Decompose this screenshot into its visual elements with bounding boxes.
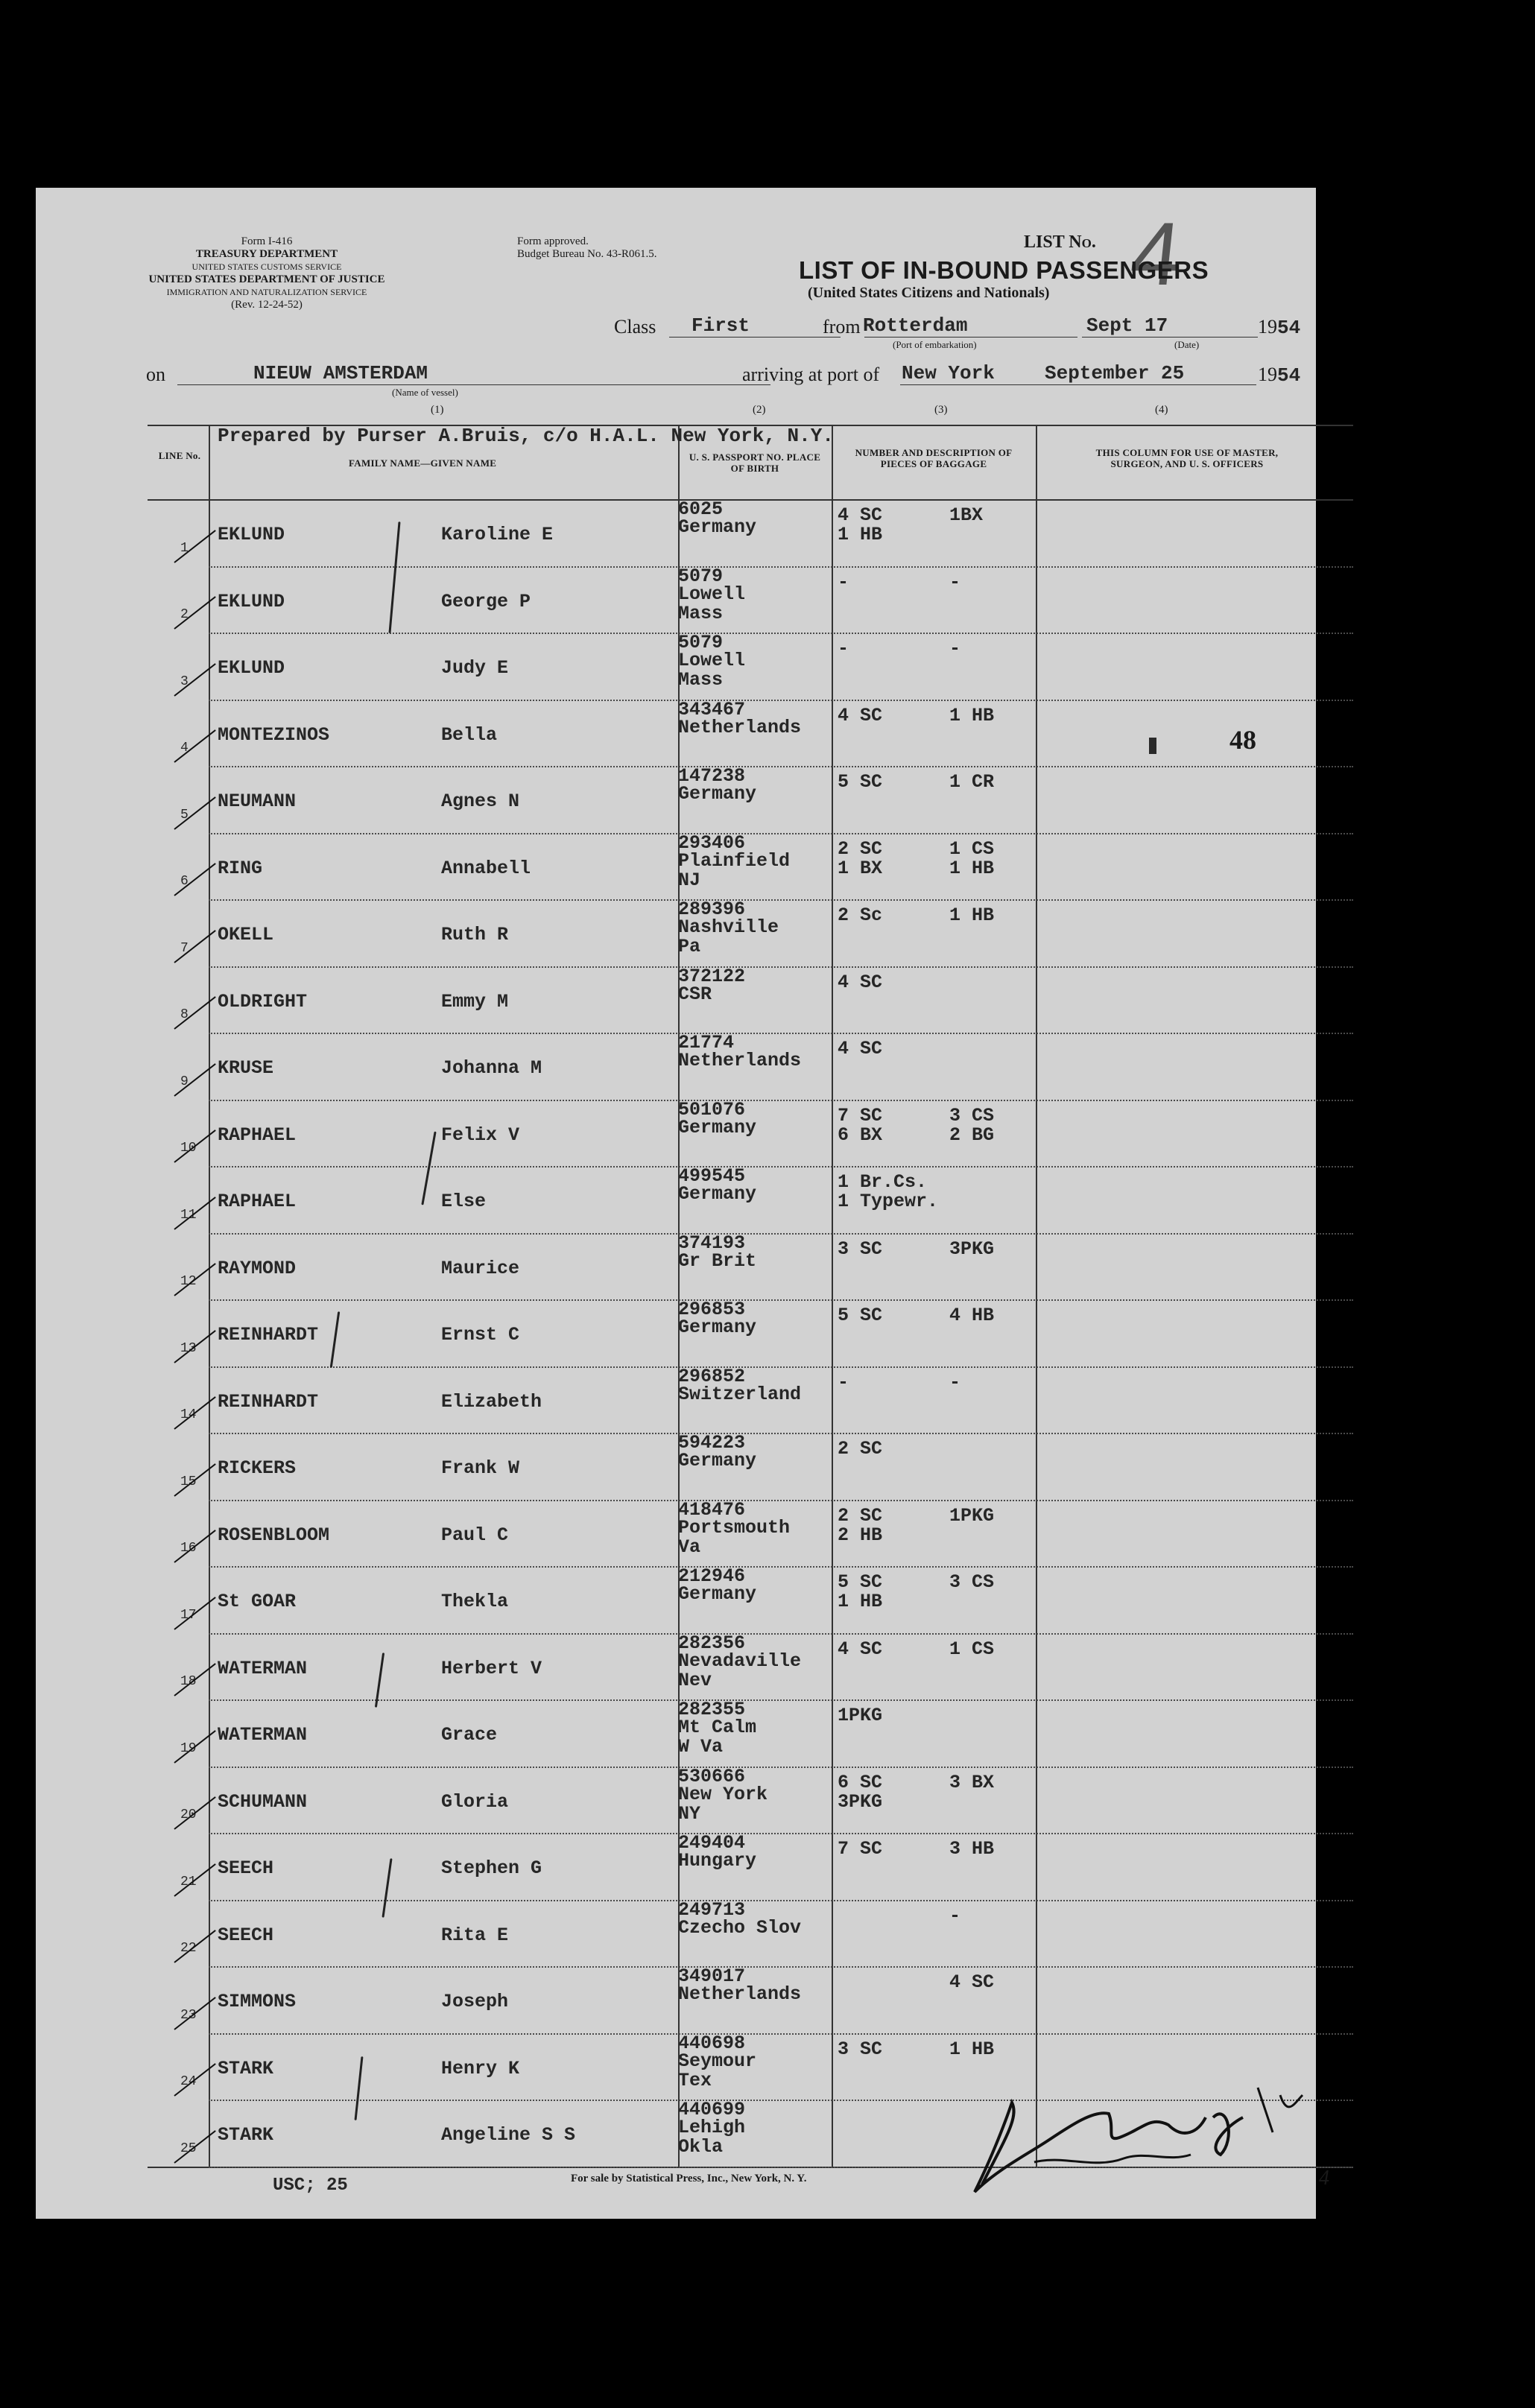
arrival-date: September 25 xyxy=(1045,362,1185,384)
baggage-3: 4 HB xyxy=(949,1305,995,1326)
family-name: NEUMANN xyxy=(218,790,297,812)
baggage-1: 3 SC xyxy=(838,2038,883,2060)
arriving-label: arriving at port of xyxy=(742,364,880,385)
header-passport: U. S. PASSPORT NO. PLACE OF BIRTH xyxy=(689,452,821,474)
family-name: RING xyxy=(218,857,263,879)
baggage-3: 3 CS xyxy=(949,1104,995,1127)
place-of-birth: Lehigh xyxy=(678,2117,746,2138)
passport-number: 530666 xyxy=(678,1765,746,1787)
baggage-3: 4 SC xyxy=(949,1971,995,1993)
family-name: STARK xyxy=(218,2124,274,2146)
passport-number: 147238 xyxy=(678,765,746,787)
place-of-birth: Nashville xyxy=(678,916,779,938)
line-number: 25 xyxy=(180,2141,197,2156)
baggage-1: 6 SC xyxy=(838,1771,883,1793)
table-row xyxy=(36,1833,1316,1900)
dept-treasury: TREASURY DEPARTMENT xyxy=(195,248,338,260)
header-name: FAMILY NAME—GIVEN NAME xyxy=(349,457,497,469)
table-row xyxy=(36,833,1316,900)
passport-number: 249404 xyxy=(678,1832,746,1854)
place-of-birth-2: Mass xyxy=(678,602,724,624)
passport-number: 212946 xyxy=(678,1565,746,1587)
given-name: Elizabeth xyxy=(441,1390,542,1413)
given-name: Gloria xyxy=(441,1790,509,1813)
port-caption: (Port of embarkation) xyxy=(893,339,977,350)
baggage-3: 1 HB xyxy=(949,904,995,926)
family-name: WATERMAN xyxy=(218,1657,308,1679)
table-row xyxy=(36,633,1316,700)
list-no-value: 4 xyxy=(1125,204,1186,304)
col-number-3: (3) xyxy=(934,404,948,416)
given-name: Johanna M xyxy=(441,1057,542,1079)
table-row xyxy=(36,899,1316,966)
place-of-birth: CSR xyxy=(678,983,712,1005)
place-of-birth: Germany xyxy=(678,1183,757,1205)
table-row xyxy=(36,1100,1316,1167)
family-name: REINHARDT xyxy=(218,1324,319,1346)
table-row xyxy=(36,1500,1316,1567)
place-of-birth: Seymour xyxy=(678,2050,757,2072)
place-of-birth: Germany xyxy=(678,1583,757,1605)
baggage-3: 3PKG xyxy=(949,1238,995,1260)
baggage-1: 7 SC xyxy=(838,1838,883,1860)
given-name: George P xyxy=(441,590,531,612)
place-of-birth: Plainfield xyxy=(678,849,791,872)
approval-line: Form approved. xyxy=(517,235,589,247)
year-suffix: 54 xyxy=(1277,317,1301,339)
place-of-birth-2: Okla xyxy=(678,2136,724,2158)
passport-number: 282356 xyxy=(678,1632,746,1654)
given-name: Thekla xyxy=(441,1591,509,1612)
passport-number: 374193 xyxy=(678,1232,746,1254)
given-name: Paul C xyxy=(441,1524,509,1546)
place-of-birth: Germany xyxy=(678,1317,757,1338)
list-subtitle: (United States Citizens and Nationals) xyxy=(808,285,1050,301)
place-of-birth: Netherlands xyxy=(678,1050,802,1071)
table-row xyxy=(36,1900,1316,1967)
line-number: 15 xyxy=(180,1474,197,1489)
place-of-birth: Germany xyxy=(678,516,757,538)
given-name: Emmy M xyxy=(441,990,509,1013)
place-of-birth: Netherlands xyxy=(678,716,802,738)
line-number: 7 xyxy=(180,940,189,956)
baggage-4: 1 HB xyxy=(949,857,995,879)
baggage-3: 1PKG xyxy=(949,1504,995,1527)
line-number: 20 xyxy=(180,1807,197,1822)
family-name: St GOAR xyxy=(218,1591,297,1612)
baggage-3: 1 CR xyxy=(949,771,995,793)
line-number: 6 xyxy=(180,874,189,889)
place-of-birth-2: Nev xyxy=(678,1669,712,1691)
departure-date: Sept 17 xyxy=(1086,314,1168,337)
vessel-name: NIEUW AMSTERDAM xyxy=(253,362,428,384)
baggage-1: 7 SC xyxy=(838,1104,883,1127)
line-number: 8 xyxy=(180,1007,189,1022)
arrival-underline xyxy=(900,384,1256,385)
family-name: EKLUND xyxy=(218,657,285,679)
place-of-birth-2: NY xyxy=(678,1802,701,1825)
prepared-by: Prepared by Purser A.Bruis, c/o H.A.L. New York, N.Y. xyxy=(218,425,834,447)
baggage-3: 1 HB xyxy=(949,704,995,726)
place-of-birth: Nevadaville xyxy=(678,1650,802,1672)
passport-number: 296852 xyxy=(678,1365,746,1387)
vessel-caption: (Name of vessel) xyxy=(392,387,458,398)
baggage-1: 4 SC xyxy=(838,1638,883,1660)
place-of-birth: Gr Brit xyxy=(678,1249,757,1272)
vessel-underline xyxy=(177,384,770,385)
from-underline xyxy=(864,337,1077,338)
year-suffix: 54 xyxy=(1277,364,1301,387)
baggage-1: 5 SC xyxy=(838,771,883,793)
given-name: Ruth R xyxy=(441,924,509,945)
baggage-1: 4 SC xyxy=(838,1038,883,1059)
given-name: Annabell xyxy=(441,857,531,879)
table-row xyxy=(36,499,1316,566)
dept-customs: UNITED STATES CUSTOMS SERVICE xyxy=(192,262,342,272)
family-name: SIMMONS xyxy=(218,1991,297,2012)
line-number: 21 xyxy=(180,1874,197,1889)
baggage-3: - xyxy=(949,638,961,659)
line-number: 23 xyxy=(180,2007,197,2023)
line-number: 14 xyxy=(180,1407,197,1422)
line-number: 10 xyxy=(180,1141,197,1156)
baggage-1: 5 SC xyxy=(838,1571,883,1593)
line-number: 2 xyxy=(180,607,189,622)
passport-number: 418476 xyxy=(678,1498,746,1521)
line-number: 18 xyxy=(180,1674,197,1689)
passport-number: 21774 xyxy=(678,1032,735,1054)
given-name: Maurice xyxy=(441,1257,520,1279)
place-of-birth-2: Mass xyxy=(678,669,724,691)
place-of-birth: Switzerland xyxy=(678,1383,802,1405)
arrival-port: New York xyxy=(902,362,995,384)
table-row xyxy=(36,1633,1316,1700)
place-of-birth: Netherlands xyxy=(678,1983,802,2005)
place-of-birth: Mt Calm xyxy=(678,1717,757,1738)
list-title: LIST OF IN-BOUND PASSENGERS xyxy=(799,256,1209,284)
place-of-birth-2: W Va xyxy=(678,1736,724,1758)
baggage-1: - xyxy=(838,571,849,593)
baggage-2: 6 BX xyxy=(838,1124,883,1146)
officer-mark xyxy=(1149,738,1156,754)
class-label: Class xyxy=(614,316,656,338)
passport-number: 282355 xyxy=(678,1699,746,1720)
baggage-2: 1 Typewr. xyxy=(838,1191,939,1212)
line-number: 24 xyxy=(180,2074,197,2089)
baggage-3: 3 CS xyxy=(949,1571,995,1593)
baggage-1: 4 SC xyxy=(838,704,883,726)
line-number: 3 xyxy=(180,674,189,689)
arrival-year xyxy=(1258,364,1300,387)
baggage-1: 3 SC xyxy=(838,1238,883,1260)
footer-code: USC; 25 xyxy=(273,2176,348,2196)
year-prefix: 19 xyxy=(1258,364,1277,385)
departure-year xyxy=(1258,316,1300,339)
col-number-4: (4) xyxy=(1155,404,1168,416)
given-name: Agnes N xyxy=(441,790,520,812)
line-number: 22 xyxy=(180,1941,197,1956)
passport-number: 343467 xyxy=(678,698,746,720)
col-number-1: (1) xyxy=(431,404,444,416)
passport-number: 349017 xyxy=(678,1965,746,1987)
given-name: Grace xyxy=(441,1724,498,1746)
place-of-birth: New York xyxy=(678,1783,768,1805)
given-name: Frank W xyxy=(441,1457,520,1479)
table-row xyxy=(36,1299,1316,1366)
place-of-birth-2: Va xyxy=(678,1536,701,1558)
baggage-1: 5 SC xyxy=(838,1305,883,1326)
family-name: SEECH xyxy=(218,1924,274,1946)
table-row xyxy=(36,1433,1316,1500)
place-of-birth: Lowell xyxy=(678,583,746,605)
manifest-page xyxy=(36,188,1329,2219)
baggage-3: - xyxy=(949,1904,961,1927)
given-name: Herbert V xyxy=(441,1657,542,1679)
family-name: WATERMAN xyxy=(218,1724,308,1746)
passport-number: 5079 xyxy=(678,565,724,587)
list-no-label: LIST No. xyxy=(1024,232,1096,252)
class-value: First xyxy=(691,314,750,337)
baggage-4: 2 BG xyxy=(949,1124,995,1146)
given-name: Else xyxy=(441,1191,487,1212)
given-name: Rita E xyxy=(441,1924,509,1946)
place-of-birth: Portsmouth xyxy=(678,1516,791,1539)
table-row xyxy=(36,700,1316,767)
from-port: Rotterdam xyxy=(863,314,968,337)
family-name: OLDRIGHT xyxy=(218,990,308,1013)
line-number: 9 xyxy=(180,1074,189,1089)
family-name: EKLUND xyxy=(218,524,285,545)
baggage-3: 3 BX xyxy=(949,1771,995,1793)
dept-justice: UNITED STATES DEPARTMENT OF JUSTICE xyxy=(148,273,385,285)
place-of-birth-2: Pa xyxy=(678,936,701,957)
given-name: Bella xyxy=(441,723,498,746)
family-name: SCHUMANN xyxy=(218,1790,308,1813)
date-caption: (Date) xyxy=(1174,339,1200,350)
given-name: Karoline E xyxy=(441,524,554,545)
header-officers: THIS COLUMN FOR USE OF MASTER, SURGEON, AND U. S. OFFICERS xyxy=(1095,447,1279,469)
table-row xyxy=(36,1699,1316,1767)
family-name: ROSENBLOOM xyxy=(218,1524,330,1546)
year-prefix: 19 xyxy=(1258,316,1277,338)
baggage-1: 2 SC xyxy=(838,1504,883,1527)
passport-number: 440698 xyxy=(678,2032,746,2054)
given-name: Ernst C xyxy=(441,1324,520,1346)
passport-number: 296853 xyxy=(678,1299,746,1320)
officer-signature xyxy=(960,2073,1310,2207)
place-of-birth: Germany xyxy=(678,1450,757,1471)
line-number: 1 xyxy=(180,540,189,556)
table-row xyxy=(36,1233,1316,1300)
budget-bureau: Budget Bureau No. 43-R061.5. xyxy=(517,248,657,260)
passport-number: 499545 xyxy=(678,1165,746,1187)
baggage-1: 1 Br.Cs. xyxy=(838,1171,928,1193)
footer-printer: For sale by Statistical Press, Inc., New York, N. Y. xyxy=(571,2173,807,2184)
table-row xyxy=(36,1033,1316,1100)
baggage-1: 2 SC xyxy=(838,1438,883,1460)
family-name: RICKERS xyxy=(218,1457,297,1479)
place-of-birth: Germany xyxy=(678,1116,757,1138)
passport-number: 372122 xyxy=(678,965,746,987)
class-underline xyxy=(669,337,841,338)
passport-number: 249713 xyxy=(678,1898,746,1921)
baggage-2: 1 HB xyxy=(838,524,883,545)
family-name: EKLUND xyxy=(218,590,285,612)
line-number: 11 xyxy=(180,1207,197,1223)
header-baggage: NUMBER AND DESCRIPTION OF PIECES OF BAGGAGE xyxy=(855,447,1013,469)
from-label: from xyxy=(823,316,861,338)
table-row xyxy=(36,766,1316,833)
baggage-2: 2 HB xyxy=(838,1524,883,1546)
given-name: Judy E xyxy=(441,657,509,679)
baggage-1: 4 SC xyxy=(838,504,883,526)
table-row xyxy=(36,966,1316,1033)
corner-mark: 4 xyxy=(1319,2167,1329,2190)
agency-block xyxy=(140,235,393,311)
baggage-1: - xyxy=(838,1371,849,1393)
dept-ins: IMMIGRATION AND NATURALIZATION SERVICE xyxy=(166,287,367,297)
baggage-1: 4 SC xyxy=(838,971,883,993)
given-name: Joseph xyxy=(441,1991,509,2012)
place-of-birth-2: Tex xyxy=(678,2069,712,2091)
line-number: 12 xyxy=(180,1274,197,1289)
passport-number: 293406 xyxy=(678,831,746,854)
place-of-birth: Czecho Slov xyxy=(678,1916,802,1939)
approval-block xyxy=(517,235,656,261)
baggage-2: 3PKG xyxy=(838,1790,883,1813)
line-number: 19 xyxy=(180,1740,197,1756)
baggage-2: 1 BX xyxy=(838,857,883,879)
given-name: Angeline S S xyxy=(441,2124,576,2146)
family-name: RAPHAEL xyxy=(218,1124,297,1146)
family-name: OKELL xyxy=(218,924,274,945)
table-row xyxy=(36,1366,1316,1433)
baggage-1: 2 SC xyxy=(838,837,883,860)
form-number: Form I-416 xyxy=(241,235,293,247)
baggage-3: 1 CS xyxy=(949,1638,995,1660)
passport-number: 289396 xyxy=(678,899,746,920)
given-name: Henry K xyxy=(441,2057,520,2079)
family-name: MONTEZINOS xyxy=(218,723,330,746)
header-line-no: LINE No. xyxy=(158,450,201,461)
given-name: Felix V xyxy=(441,1124,520,1146)
baggage-3: - xyxy=(949,1371,961,1393)
line-number: 16 xyxy=(180,1541,197,1556)
place-of-birth: Lowell xyxy=(678,650,746,671)
passport-number: 501076 xyxy=(678,1098,746,1121)
family-name: RAYMOND xyxy=(218,1257,297,1279)
line-number: 5 xyxy=(180,807,189,823)
family-name: RAPHAEL xyxy=(218,1191,297,1212)
col-number-2: (2) xyxy=(753,404,766,416)
line-number: 4 xyxy=(180,741,189,755)
table-row xyxy=(36,1566,1316,1633)
officer-note: 48 xyxy=(1229,725,1256,755)
form-revision: (Rev. 12-24-52) xyxy=(231,299,303,311)
line-number: 17 xyxy=(180,1607,197,1623)
baggage-3: 1BX xyxy=(949,504,984,526)
table-row xyxy=(36,1966,1316,2033)
baggage-1: 1PKG xyxy=(838,1705,883,1726)
baggage-3: 1 CS xyxy=(949,837,995,860)
baggage-1: 2 Sc xyxy=(838,904,883,926)
table-row xyxy=(36,1767,1316,1834)
place-of-birth: Germany xyxy=(678,783,757,805)
passport-number: 594223 xyxy=(678,1432,746,1454)
place-of-birth-2: NJ xyxy=(678,869,701,891)
given-name: Stephen G xyxy=(441,1857,542,1879)
baggage-1: - xyxy=(838,638,849,659)
baggage-3: 3 HB xyxy=(949,1838,995,1860)
on-label: on xyxy=(146,364,165,385)
line-number: 13 xyxy=(180,1340,197,1356)
baggage-3: - xyxy=(949,571,961,593)
family-name: KRUSE xyxy=(218,1057,274,1079)
family-name: STARK xyxy=(218,2057,274,2079)
passport-number: 6025 xyxy=(678,498,724,520)
baggage-2: 1 HB xyxy=(838,1591,883,1612)
passport-number: 5079 xyxy=(678,632,724,653)
passport-number: 440699 xyxy=(678,2099,746,2120)
place-of-birth: Hungary xyxy=(678,1850,757,1872)
table-row xyxy=(36,1166,1316,1233)
family-name: SEECH xyxy=(218,1857,274,1879)
date-underline xyxy=(1082,337,1258,338)
baggage-3: 1 HB xyxy=(949,2038,995,2060)
table-row xyxy=(36,566,1316,633)
family-name: REINHARDT xyxy=(218,1390,319,1413)
